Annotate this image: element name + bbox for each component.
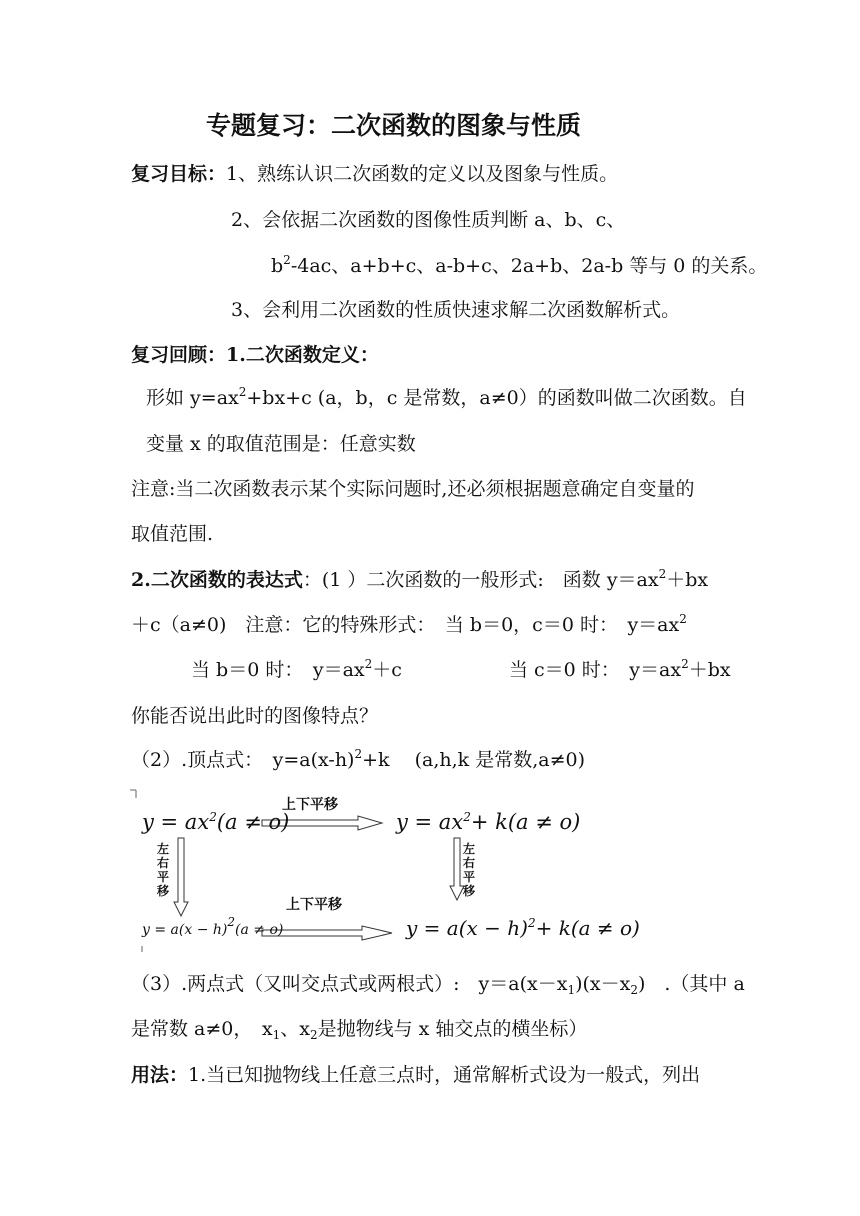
expr-l3b: 当 c＝0 时： y＝ax	[509, 659, 682, 681]
page-title: 专题复习：二次函数的图象与性质	[206, 111, 582, 140]
sup-2: 2	[463, 810, 471, 824]
vertex-a: （2）.顶点式： y=a(x-h)	[131, 749, 355, 771]
sup-2: 2	[354, 747, 363, 761]
tp-l2b: 、x	[280, 1018, 310, 1040]
sup-2: 2	[209, 810, 217, 824]
label-left-right-1: 左右平移	[156, 842, 169, 898]
expr-l2: ＋c（a≠0) 注意：它的特殊形式： 当 b＝0，c＝0 时： y＝ax	[131, 614, 680, 636]
formula-vertex	[406, 916, 640, 940]
objective-2-cont: $b^2-4ac$、a+b+c、a-b+c、2a+b、2a-b 等与 0 的关系。	[271, 253, 768, 277]
formula-basic	[142, 810, 289, 834]
definition-line-1	[146, 384, 747, 412]
review-label: 复习回顾：	[131, 344, 227, 366]
usage-text: 1.当已知抛物线上任意三点时，通常解析式设为一般式，列出	[188, 1064, 701, 1086]
label-left-right-2: 左右平移	[462, 842, 475, 898]
note-line-1: 注意:当二次函数表示某个实际问题时,还必须根据题意确定自变量的	[131, 478, 695, 500]
sub-1: 1	[272, 1028, 281, 1042]
sup-2: 2	[679, 612, 687, 626]
tp-l2c: 是抛物线与 x 轴交点的横坐标）	[317, 1018, 588, 1040]
sup-2: 2	[364, 657, 373, 671]
f2-b: + k(a ≠ o)	[470, 810, 581, 834]
expr-line-3b	[509, 656, 731, 684]
tp-l1b: )(x－x	[575, 973, 631, 995]
sub-2: 2	[309, 1028, 318, 1042]
sup-2: 2	[527, 916, 536, 930]
tp-l1a: （3）.两点式（又叫交点式或两根式）: y＝a(x－x	[131, 973, 568, 995]
sup-2: 2	[658, 567, 667, 581]
f1-b: (a ≠ o)	[216, 810, 290, 834]
definition-heading: 1.二次函数定义：	[226, 344, 379, 366]
vertex-b: +k (a,h,k 是常数,a≠0)	[362, 749, 585, 771]
def-part-b: +bx+c (a，b，c 是常数，a≠0）的函数叫做二次函数。自	[246, 387, 747, 409]
f2-a: y = ax	[396, 810, 464, 834]
usage-line	[131, 1061, 700, 1089]
objective-2: 2、会依据二次函数的图像性质判断 a、b、c、	[231, 209, 626, 231]
label-up-down-bottom: 上下平移	[286, 897, 342, 913]
note-line-2: 取值范围.	[131, 523, 214, 545]
sup-2: 2	[238, 385, 247, 399]
objective-1	[131, 160, 618, 188]
twopoint-line-1	[131, 970, 745, 998]
expr-line-1	[131, 566, 708, 594]
expr-l1-tail: ＋bx	[666, 569, 709, 591]
twopoint-line-2	[131, 1015, 587, 1043]
expr-l1: ：(1 ）二次函数的一般形式: 函数 y＝ax	[302, 569, 659, 591]
f3-a: y = a(x − h)	[142, 922, 228, 938]
f1-a: y = ax	[142, 810, 210, 834]
expr-line-2	[131, 611, 687, 639]
def-part-a: 形如 y=ax	[146, 387, 239, 409]
objectives-label: 复习目标：	[131, 163, 227, 185]
expr-heading: 2.二次函数的表达式	[131, 569, 303, 591]
f4-b: + k(a ≠ o)	[535, 916, 640, 940]
f3-b: (a ≠ o)	[235, 922, 284, 938]
sub-2: 2	[630, 983, 638, 997]
objective-1-text: 1、熟练认识二次函数的定义以及图象与性质。	[226, 163, 619, 185]
usage-label: 用法：	[131, 1064, 189, 1086]
corner-mark	[130, 790, 136, 798]
sup-2: 2	[227, 915, 235, 929]
objective-2-cont-text: -4ac、a+b+c、a-b+c、2a+b、2a-b 等与 0 的关系。	[290, 255, 768, 277]
review-heading	[131, 341, 379, 369]
expr-l3a: 当 b＝0 时： y＝ax	[191, 659, 365, 681]
sup-2: 2	[283, 253, 291, 267]
f4-a: y = a(x − h)	[406, 916, 528, 940]
label-up-down-top: 上下平移	[282, 797, 338, 813]
tp-l2a: 是常数 a≠0， x	[131, 1018, 273, 1040]
sub-1: 1	[567, 983, 576, 997]
formula-horizontal-shift	[142, 915, 284, 938]
sup-2: 2	[681, 657, 689, 671]
objective-3: 3、会利用二次函数的性质快速求解二次函数解析式。	[231, 299, 681, 321]
definition-line-2: 变量 x 的取值范围是：任意实数	[146, 433, 416, 455]
arrow-left-down	[174, 838, 188, 916]
tp-l1c: ) .（其中 a	[637, 973, 745, 995]
expr-line-3a	[191, 656, 402, 684]
formula-vertical-shift	[396, 810, 580, 834]
question-line: 你能否说出此时的图像特点？	[131, 705, 379, 727]
vertex-form-line	[131, 746, 585, 774]
expr-l3b-tail: ＋bx	[688, 659, 731, 681]
expr-l3a-tail: ＋c	[372, 659, 402, 681]
